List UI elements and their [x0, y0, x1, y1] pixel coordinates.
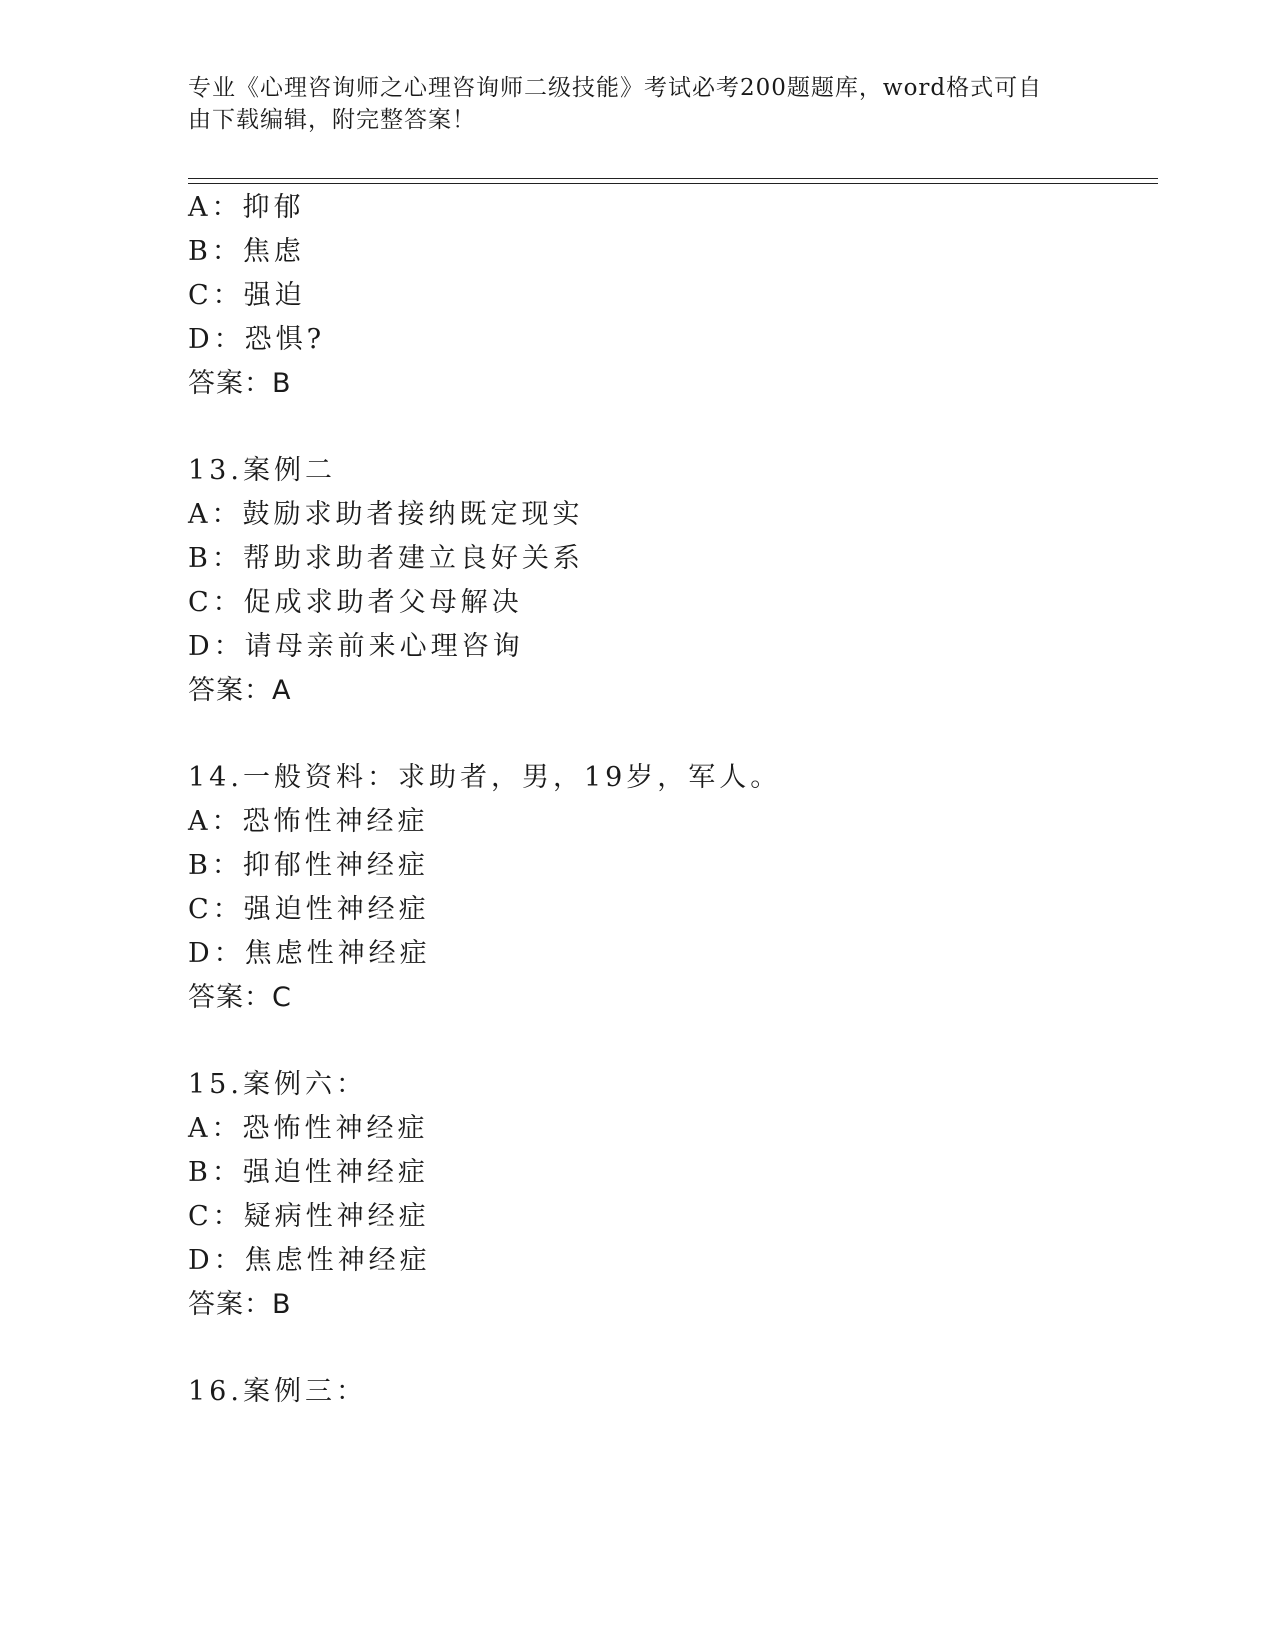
q14-title: 14.一般资料：求助者，男，19岁，军人。 — [188, 762, 782, 793]
header-divider-top — [188, 178, 1158, 179]
q12-option-a: A：抑郁 — [188, 192, 305, 223]
q15-answer: 答案：B — [188, 1289, 292, 1320]
q15-option-b: B：强迫性神经症 — [188, 1157, 429, 1188]
q12-option-d: D：恐惧? — [188, 324, 326, 355]
header-divider-bottom — [188, 183, 1158, 184]
q15-option-c: C：疑病性神经症 — [188, 1201, 430, 1232]
q13-option-b: B：帮助求助者建立良好关系 — [188, 543, 584, 574]
q15-option-d: D：焦虑性神经症 — [188, 1245, 431, 1276]
q14-option-a: A：恐怖性神经症 — [188, 806, 429, 837]
header-line-1: 专业《心理咨询师之心理咨询师二级技能》考试必考200题题库，word格式可自 — [188, 75, 1043, 101]
q12-option-c: C：强迫 — [188, 280, 306, 311]
q13-option-a: A：鼓励求助者接纳既定现实 — [188, 499, 584, 530]
q14-option-d: D：焦虑性神经症 — [188, 938, 431, 969]
q14-option-c: C：强迫性神经症 — [188, 894, 430, 925]
q14-answer: 答案：C — [188, 982, 292, 1013]
q12-answer: 答案：B — [188, 368, 292, 399]
q13-title: 13.案例二 — [188, 455, 336, 486]
q16-title: 16.案例三： — [188, 1376, 367, 1407]
q14-option-b: B：抑郁性神经症 — [188, 850, 429, 881]
header-line-2: 由下载编辑，附完整答案！ — [188, 107, 476, 133]
q15-title: 15.案例六： — [188, 1069, 367, 1100]
q13-answer: 答案：A — [188, 675, 292, 706]
q13-option-c: C：促成求助者父母解决 — [188, 587, 523, 618]
q13-option-d: D：请母亲前来心理咨询 — [188, 631, 524, 662]
document-header — [188, 72, 1088, 136]
q12-option-b: B：焦虑 — [188, 236, 305, 267]
q15-option-a: A：恐怖性神经症 — [188, 1113, 429, 1144]
